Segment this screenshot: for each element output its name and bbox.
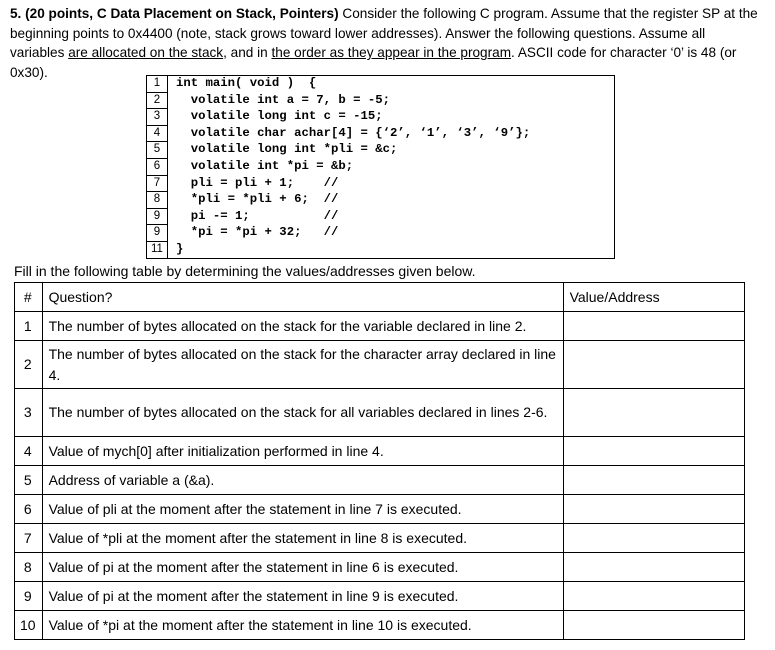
- table-row: [15, 312, 745, 341]
- problem-text-3: . ASCII code for character ‘0’ is 48 (or 0x30).: [10, 45, 737, 80]
- row-answer-cell[interactable]: [563, 495, 744, 524]
- code-listing: [146, 75, 615, 259]
- answer-table: [14, 282, 745, 640]
- row-answer-cell[interactable]: [563, 389, 744, 437]
- table-row: [15, 495, 745, 524]
- row-number: 10: [15, 611, 43, 640]
- table-row: [15, 524, 745, 553]
- code-line: [147, 175, 615, 192]
- row-question: Value of pli at the moment after the statement in line 7 is executed.: [42, 495, 563, 524]
- row-answer-cell[interactable]: [563, 312, 744, 341]
- code-line-number: 5: [147, 142, 168, 159]
- row-answer-cell[interactable]: [563, 524, 744, 553]
- row-number: 9: [15, 582, 43, 611]
- row-answer-cell[interactable]: [563, 611, 744, 640]
- row-question: Value of pi at the moment after the statement in line 9 is executed.: [42, 582, 563, 611]
- table-row: [15, 389, 745, 437]
- row-number: 2: [15, 341, 43, 389]
- row-answer-cell[interactable]: [563, 466, 744, 495]
- table-row: [15, 466, 745, 495]
- problem-underline-2: the order as they appear in the program: [271, 45, 512, 60]
- row-answer-cell[interactable]: [563, 437, 744, 466]
- row-number: 1: [15, 312, 43, 341]
- code-line-text: volatile long int *pli = &c;: [168, 142, 615, 159]
- code-line-number: 1: [147, 76, 168, 93]
- table-row: [15, 437, 745, 466]
- code-line: [147, 142, 615, 159]
- answer-table-header: [15, 283, 745, 312]
- row-question: The number of bytes allocated on the stack for the character array declared in line 4.: [42, 341, 563, 389]
- code-line-text: pi -= 1; //: [168, 208, 615, 225]
- header-question: Question?: [42, 283, 563, 312]
- code-line-number: 11: [147, 241, 168, 258]
- code-line-number: 4: [147, 125, 168, 142]
- problem-heading: 5. (20 points, C Data Placement on Stack, Pointers): [10, 6, 339, 21]
- code-line: [147, 125, 615, 142]
- code-line-text: }: [168, 241, 615, 258]
- code-line-text: volatile char achar[4] = {‘2’, ‘1’, ‘3’, ‘9’};: [168, 125, 615, 142]
- row-question: Value of mych[0] after initialization performed in line 4.: [42, 437, 563, 466]
- code-line-number: 9: [147, 208, 168, 225]
- row-question: The number of bytes allocated on the stack for all variables declared in lines 2-6.: [42, 389, 563, 437]
- row-number: 5: [15, 466, 43, 495]
- problem-statement: [10, 4, 762, 82]
- code-line-text: int main( void ) {: [168, 76, 615, 93]
- fill-instructions: Fill in the following table by determining the values/addresses given below.: [14, 263, 476, 279]
- code-line-text: volatile long int c = -15;: [168, 109, 615, 126]
- code-line-text: volatile int *pi = &b;: [168, 158, 615, 175]
- code-line-text: volatile int a = 7, b = -5;: [168, 92, 615, 109]
- code-line-text: *pli = *pli + 6; //: [168, 192, 615, 209]
- code-line: [147, 241, 615, 258]
- row-question: Value of *pli at the moment after the statement in line 8 is executed.: [42, 524, 563, 553]
- code-line-number: 2: [147, 92, 168, 109]
- table-row: [15, 341, 745, 389]
- row-number: 8: [15, 553, 43, 582]
- row-answer-cell[interactable]: [563, 553, 744, 582]
- row-number: 4: [15, 437, 43, 466]
- code-line: [147, 158, 615, 175]
- code-line-number: 7: [147, 175, 168, 192]
- code-line-text: pli = pli + 1; //: [168, 175, 615, 192]
- problem-text-1: Consider the following C program. Assume that the register SP at the beginning points to 0x4400 (note, stack grows toward lower addresses). Answer the following questions. Assume all variables: [10, 6, 758, 60]
- code-line: [147, 208, 615, 225]
- row-question: Address of variable a (&a).: [42, 466, 563, 495]
- row-number: 6: [15, 495, 43, 524]
- code-line-number: 6: [147, 158, 168, 175]
- table-row: [15, 611, 745, 640]
- row-question: The number of bytes allocated on the stack for the variable declared in line 2.: [42, 312, 563, 341]
- code-line: [147, 76, 615, 93]
- code-line: [147, 92, 615, 109]
- row-question: Value of *pi at the moment after the statement in line 10 is executed.: [42, 611, 563, 640]
- code-line-text: *pi = *pi + 32; //: [168, 225, 615, 242]
- row-answer-cell[interactable]: [563, 582, 744, 611]
- code-line-number: 3: [147, 109, 168, 126]
- row-number: 3: [15, 389, 43, 437]
- row-answer-cell[interactable]: [563, 341, 744, 389]
- row-question: Value of pi at the moment after the statement in line 6 is executed.: [42, 553, 563, 582]
- problem-underline-1: are allocated on the stack: [68, 45, 224, 60]
- code-line-number: 9: [147, 225, 168, 242]
- row-number: 7: [15, 524, 43, 553]
- code-line: [147, 109, 615, 126]
- header-num: #: [15, 283, 43, 312]
- code-line: [147, 225, 615, 242]
- header-value: Value/Address: [563, 283, 744, 312]
- table-row: [15, 582, 745, 611]
- problem-text-2: , and in: [223, 45, 272, 60]
- table-row: [15, 553, 745, 582]
- code-line: [147, 192, 615, 209]
- code-line-number: 8: [147, 192, 168, 209]
